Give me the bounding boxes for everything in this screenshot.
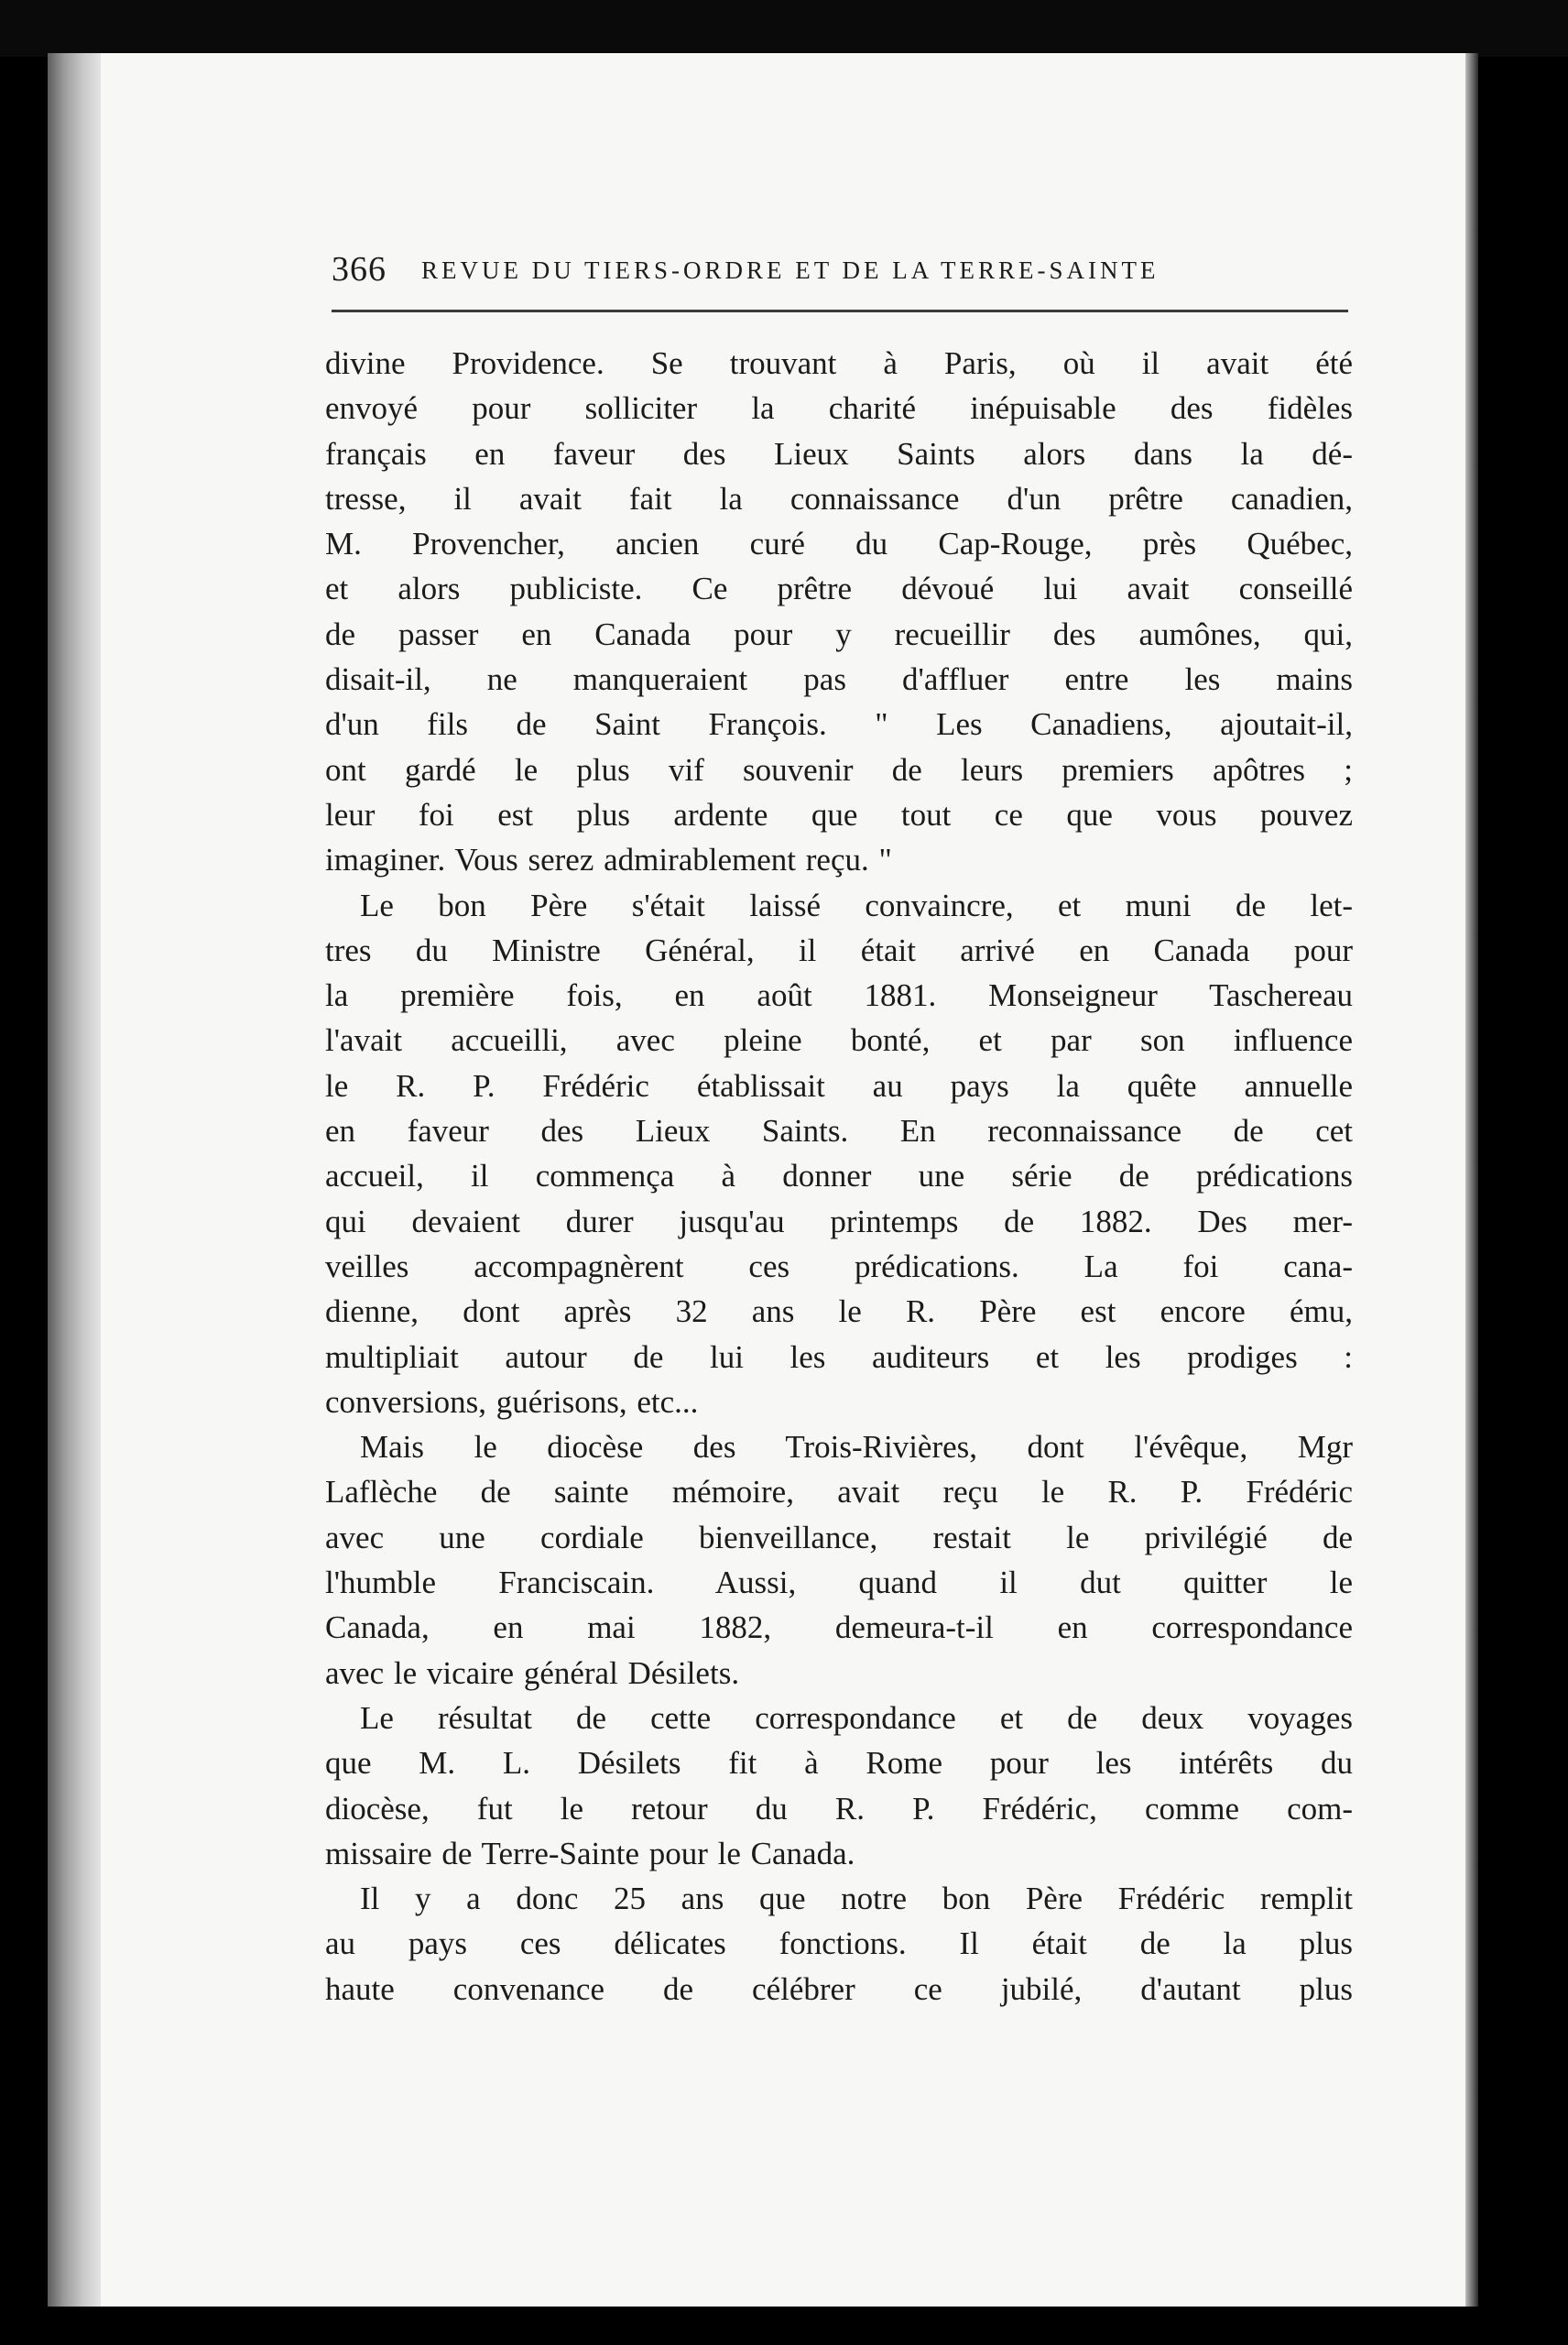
text-line: imaginer. Vous serez admirablement reçu. " bbox=[325, 842, 892, 878]
text-line: qui devaient durer jusqu'au printemps de 1882. Des mer- bbox=[325, 1203, 1353, 1239]
text-line: que M. L. Désilets fit à Rome pour les intérêts du bbox=[325, 1745, 1353, 1782]
text-line: Laflèche de sainte mémoire, avait reçu le R. P. Frédéric bbox=[325, 1474, 1353, 1511]
page-edge-shadow bbox=[1465, 53, 1478, 2307]
text-line: dienne, dont après 32 ans le R. Père est encore ému, bbox=[325, 1293, 1353, 1330]
header-rule bbox=[332, 310, 1348, 312]
text-line: l'avait accueilli, avec pleine bonté, et par son influence bbox=[325, 1022, 1353, 1059]
text-line: disait-il, ne manqueraient pas d'affluer entre les mains bbox=[325, 661, 1353, 698]
text-line: M. Provencher, ancien curé du Cap-Rouge, près Québec, bbox=[325, 526, 1353, 562]
text-line: la première fois, en août 1881. Monseigneur Taschereau bbox=[325, 977, 1353, 1014]
text-line: en faveur des Lieux Saints. En reconnaissance de cet bbox=[325, 1113, 1353, 1150]
text-line: de passer en Canada pour y recueillir des aumônes, qui, bbox=[325, 616, 1353, 652]
text-line: missaire de Terre-Sainte pour le Canada. bbox=[325, 1835, 855, 1871]
scan-border bbox=[0, 0, 1568, 57]
text-line: Le résultat de cette correspondance et de deux voyages bbox=[360, 1699, 1353, 1736]
text-line: Mais le diocèse des Trois-Rivières, dont l'évêque, Mgr bbox=[360, 1429, 1353, 1466]
text-line: tresse, il avait fait la connaissance d'un prêtre canadien, bbox=[325, 480, 1353, 517]
text-line: divine Providence. Se trouvant à Paris, où il avait été bbox=[325, 345, 1353, 381]
text-line: Le bon Père s'était laissé convaincre, et muni de let- bbox=[360, 887, 1353, 923]
text-line: l'humble Franciscain. Aussi, quand il dut quitter le bbox=[325, 1565, 1353, 1601]
text-line: accueil, il commença à donner une série de prédications bbox=[325, 1158, 1353, 1194]
text-line: haute convenance de célébrer ce jubilé, d'autant plus bbox=[325, 1970, 1353, 2007]
text-line: Il y a donc 25 ans que notre bon Père Frédéric remplit bbox=[360, 1881, 1353, 1917]
running-title: REVUE DU TIERS-ORDRE ET DE LA TERRE-SAINTE bbox=[421, 256, 1160, 284]
text-line: d'un fils de Saint François. " Les Canadiens, ajoutait-il, bbox=[325, 706, 1353, 743]
text-line: tres du Ministre Général, il était arrivé en Canada pour bbox=[325, 932, 1353, 968]
page-header bbox=[332, 249, 1348, 293]
text-line: envoyé pour solliciter la charité inépuisable des fidèles bbox=[325, 390, 1353, 427]
text-line: avec une cordiale bienveillance, restait le privilégié de bbox=[325, 1519, 1353, 1555]
text-line: et alors publiciste. Ce prêtre dévoué lui avait conseillé bbox=[325, 571, 1353, 607]
text-line: diocèse, fut le retour du R. P. Frédéric, comme com- bbox=[325, 1790, 1353, 1827]
text-line: au pays ces délicates fonctions. Il était de la plus bbox=[325, 1925, 1353, 1962]
page-number: 366 bbox=[332, 250, 387, 289]
text-line: Canada, en mai 1882, demeura-t-il en correspondance bbox=[325, 1609, 1353, 1646]
body-text bbox=[325, 341, 1353, 2012]
text-line: français en faveur des Lieux Saints alors dans la dé- bbox=[325, 435, 1353, 472]
text-line: avec le vicaire général Désilets. bbox=[325, 1654, 740, 1691]
text-line: leur foi est plus ardente que tout ce que vous pouvez bbox=[325, 796, 1353, 833]
text-line: veilles accompagnèrent ces prédications. La foi cana- bbox=[325, 1248, 1353, 1284]
text-line: conversions, guérisons, etc... bbox=[325, 1383, 699, 1420]
text-line: le R. P. Frédéric établissait au pays la quête annuelle bbox=[325, 1067, 1353, 1104]
text-line: ont gardé le plus vif souvenir de leurs premiers apôtres ; bbox=[325, 751, 1353, 788]
text-line: multipliait autour de lui les auditeurs et les prodiges : bbox=[325, 1338, 1353, 1375]
